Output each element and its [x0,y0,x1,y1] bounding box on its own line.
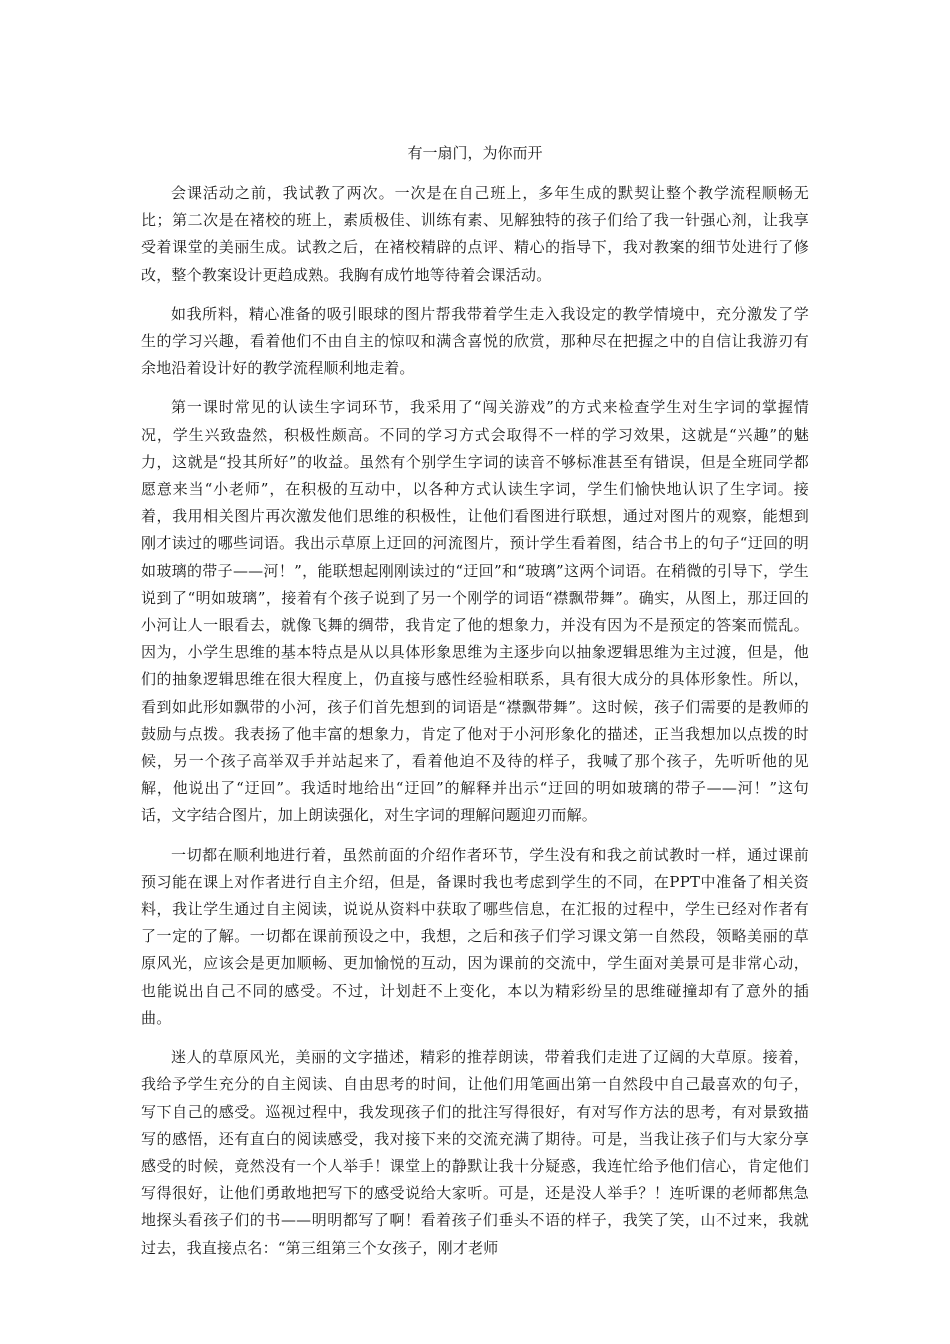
paragraph-2: 如我所料，精心准备的吸引眼球的图片帮我带着学生走入我设定的教学情境中，充分激发了学生的学习兴趣，看着他们不由自主的惊叹和满含喜悦的欣赏，那种尽在把握之中的自信让我游刃有余地沿着设计好的教学流程顺利地走着。 [141,304,809,378]
paragraph-5: 迷人的草原风光，美丽的文字描述，精彩的推荐朗读，带着我们走进了辽阔的大草原。接着，我给予学生充分的自主阅读、自由思考的时间，让他们用笔画出第一自然段中自己最喜欢的句子，写下自己的感受。巡视过程中，我发现孩子们的批注写得很好，有对写作方法的思考，有对景致描写的感悟，还有直白的阅读感受，我对接下来的交流充满了期待。可是，当我让孩子们与大家分享感受的时候，竟然没有一个人举手！课堂上的静默让我十分疑惑，我连忙给予他们信心，肯定他们写得很好，让他们勇敢地把写下的感受说给大家听。可是，还是没人举手？！连听课的老师都焦急地探头看孩子们的书——明明都写了啊！看着孩子们垂头不语的样子，我笑了笑，山不过来，我就过去，我直接点名：“第三组第三个女孩子，刚才老师 [141,1048,809,1257]
document-body [141,180,809,1274]
paragraph-1: 会课活动之前，我试教了两次。一次是在自己班上，多年生成的默契让整个教学流程顺畅无比；第二次是在褚校的班上，素质极佳、训练有素、见解独特的孩子们给了我一针强心剂，让我享受着课堂的美丽生成。试教之后，在褚校精辟的点评、精心的指导下，我对教案的细节处进行了修改，整个教案设计更趋成熟。我胸有成竹地等待着会课活动。 [141,184,809,284]
document-title: 有一扇门，为你而开 [407,144,543,162]
paragraph-3: 第一课时常见的认读生字词环节，我采用了“闯关游戏”的方式来检查学生对生字词的掌握情况，学生兴致盎然，积极性颇高。不同的学习方式会取得不一样的学习效果，这就是“兴趣”的魅力，这就是“投其所好”的收益。虽然有个别学生字词的读音不够标准甚至有错误，但是全班同学都愿意来当“小老师”，在积极的互动中，以各种方式认读生字词，学生们愉快地认识了生字词。接着，我用相关图片再次激发他们思维的积极性，让他们看图进行联想，通过对图片的观察，能想到刚才读过的哪些词语。我出示草原上迂回的河流图片，预计学生看着图，结合书上的句子“迂回的明如玻璃的带子——河！”，能联想起刚刚读过的“迂回”和“玻璃”这两个词语。在稍微的引导下，学生说到了“明如玻璃”，接着有个孩子说到了另一个刚学的词语“襟飘带舞”。确实，从图上，那迂回的小河让人一眼看去，就像飞舞的绸带，我肯定了他的想象力，并没有因为不是预定的答案而慌乱。因为，小学生思维的基本特点是从以具体形象思维为主逐步向以抽象逻辑思维为主过渡，但是，他们的抽象逻辑思维在很大程度上，仍直接与感性经验相联系，具有很大成分的具体形象性。所以，看到如此形如飘带的小河，孩子们首先想到的词语是“襟飘带舞”。这时候，孩子们需要的是教师的鼓励与点拨。我表扬了他丰富的想象力，肯定了他对于小河形象化的描述，正当我想加以点拨的时候，另一个孩子高举双手并站起来了，看着他迫不及待的样子，我喊了那个孩子，先听听他的见解，他说出了“迂回”。我适时地给出“迂回”的解释并出示“迂回的明如玻璃的带子——河！”这句话，文字结合图片，加上朗读强化，对生字词的理解问题迎刃而解。 [141,398,809,825]
paragraph-4: 一切都在顺利地进行着，虽然前面的介绍作者环节，学生没有和我之前试教时一样，通过课前预习能在课上对作者进行自主介绍，但是，备课时我也考虑到学生的不同，在PPT中准备了相关资料，我让学生通过自主阅读，说说从资料中获取了哪些信息，在汇报的过程中，学生已经对作者有了一定的了解。一切都在课前预设之中，我想，之后和孩子们学习课文第一自然段，领略美丽的草原风光，应该会是更加顺畅、更加愉悦的互动，因为课前的交流中，学生面对美景可是非常心动，也能说出自己不同的感受。不过，计划赶不上变化，本以为精彩纷呈的思维碰撞却有了意外的插曲。 [141,845,809,1027]
